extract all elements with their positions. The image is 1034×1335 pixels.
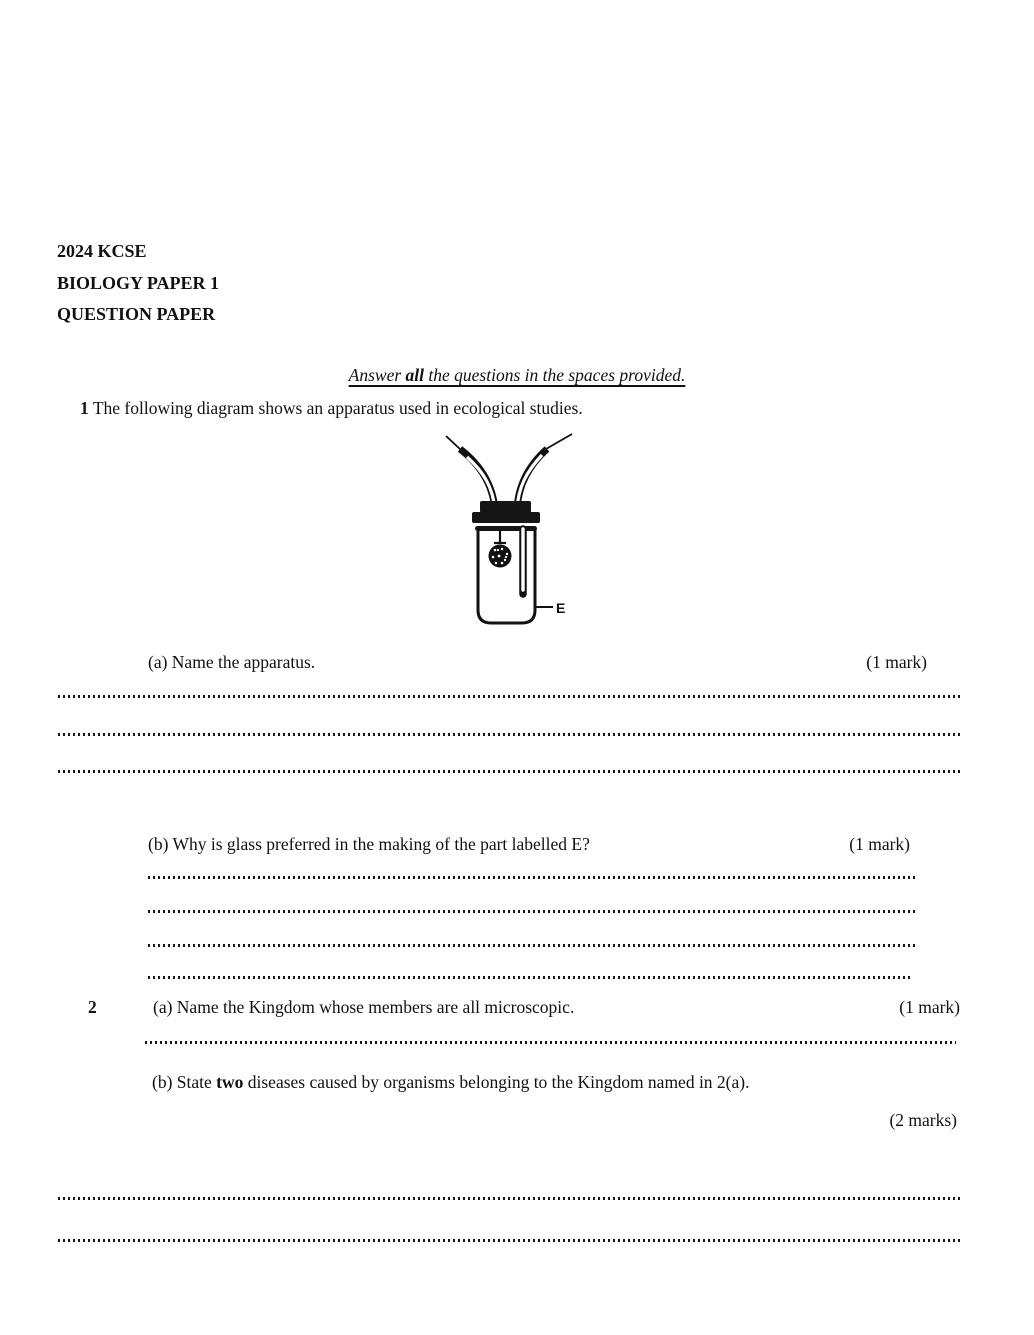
answer-line: [148, 910, 915, 913]
paper-type: QUESTION PAPER: [57, 304, 216, 324]
label-e: E: [556, 600, 566, 616]
apparatus-diagram: [425, 430, 605, 630]
question-2-number: 2: [88, 997, 97, 1017]
exam-year-title: 2024 KCSE: [57, 241, 147, 261]
question-1-intro-row: [80, 398, 583, 419]
instructions-text: [349, 365, 686, 385]
left-tube: [460, 449, 495, 510]
instructions-line: [0, 365, 1034, 386]
instructions-part2: the questions in the spaces provided.: [424, 365, 686, 385]
jar-cap-top: [480, 501, 531, 513]
answer-line: [58, 695, 962, 698]
answer-line: [58, 1197, 962, 1200]
right-tube-tip-wire: [546, 434, 572, 449]
instructions-part1: Answer: [348, 365, 406, 385]
right-tube: [517, 449, 547, 510]
question-2b-part1: (b) State: [152, 1072, 217, 1092]
question-1a-text: (a) Name the apparatus.: [148, 652, 316, 672]
answer-line: [148, 976, 912, 979]
question-2a-text: (a) Name the Kingdom whose members are all microscopic.: [153, 997, 575, 1017]
paper-title: BIOLOGY PAPER 1: [57, 272, 220, 293]
answer-line: [58, 1239, 962, 1242]
left-tube-tip-wire: [446, 436, 461, 450]
answer-line: [145, 1041, 956, 1044]
question-2b-part2: diseases caused by organisms belonging to the Kingdom named in 2(a).: [243, 1072, 750, 1092]
question-1-number: 1: [80, 398, 89, 418]
jar-lid: [472, 512, 540, 523]
jar-rim: [475, 526, 537, 531]
question-2b-marks: (2 marks): [889, 1110, 957, 1130]
instructions-emphasis: all: [405, 365, 425, 385]
question-1b-text: (b) Why is glass preferred in the making of the part labelled E?: [148, 834, 590, 854]
question-2b-text: [152, 1072, 749, 1093]
answer-line: [58, 770, 962, 773]
question-1a-marks: (1 mark): [866, 652, 927, 672]
answer-line: [148, 944, 915, 947]
question-2a-marks: (1 mark): [899, 997, 960, 1017]
question-1-intro: The following diagram shows an apparatus used in ecological studies.: [92, 398, 583, 418]
answer-line: [148, 876, 915, 879]
question-1b-marks: (1 mark): [849, 834, 910, 854]
answer-line: [58, 733, 962, 736]
exam-header: [57, 236, 219, 331]
question-2b-emphasis: two: [216, 1072, 244, 1092]
